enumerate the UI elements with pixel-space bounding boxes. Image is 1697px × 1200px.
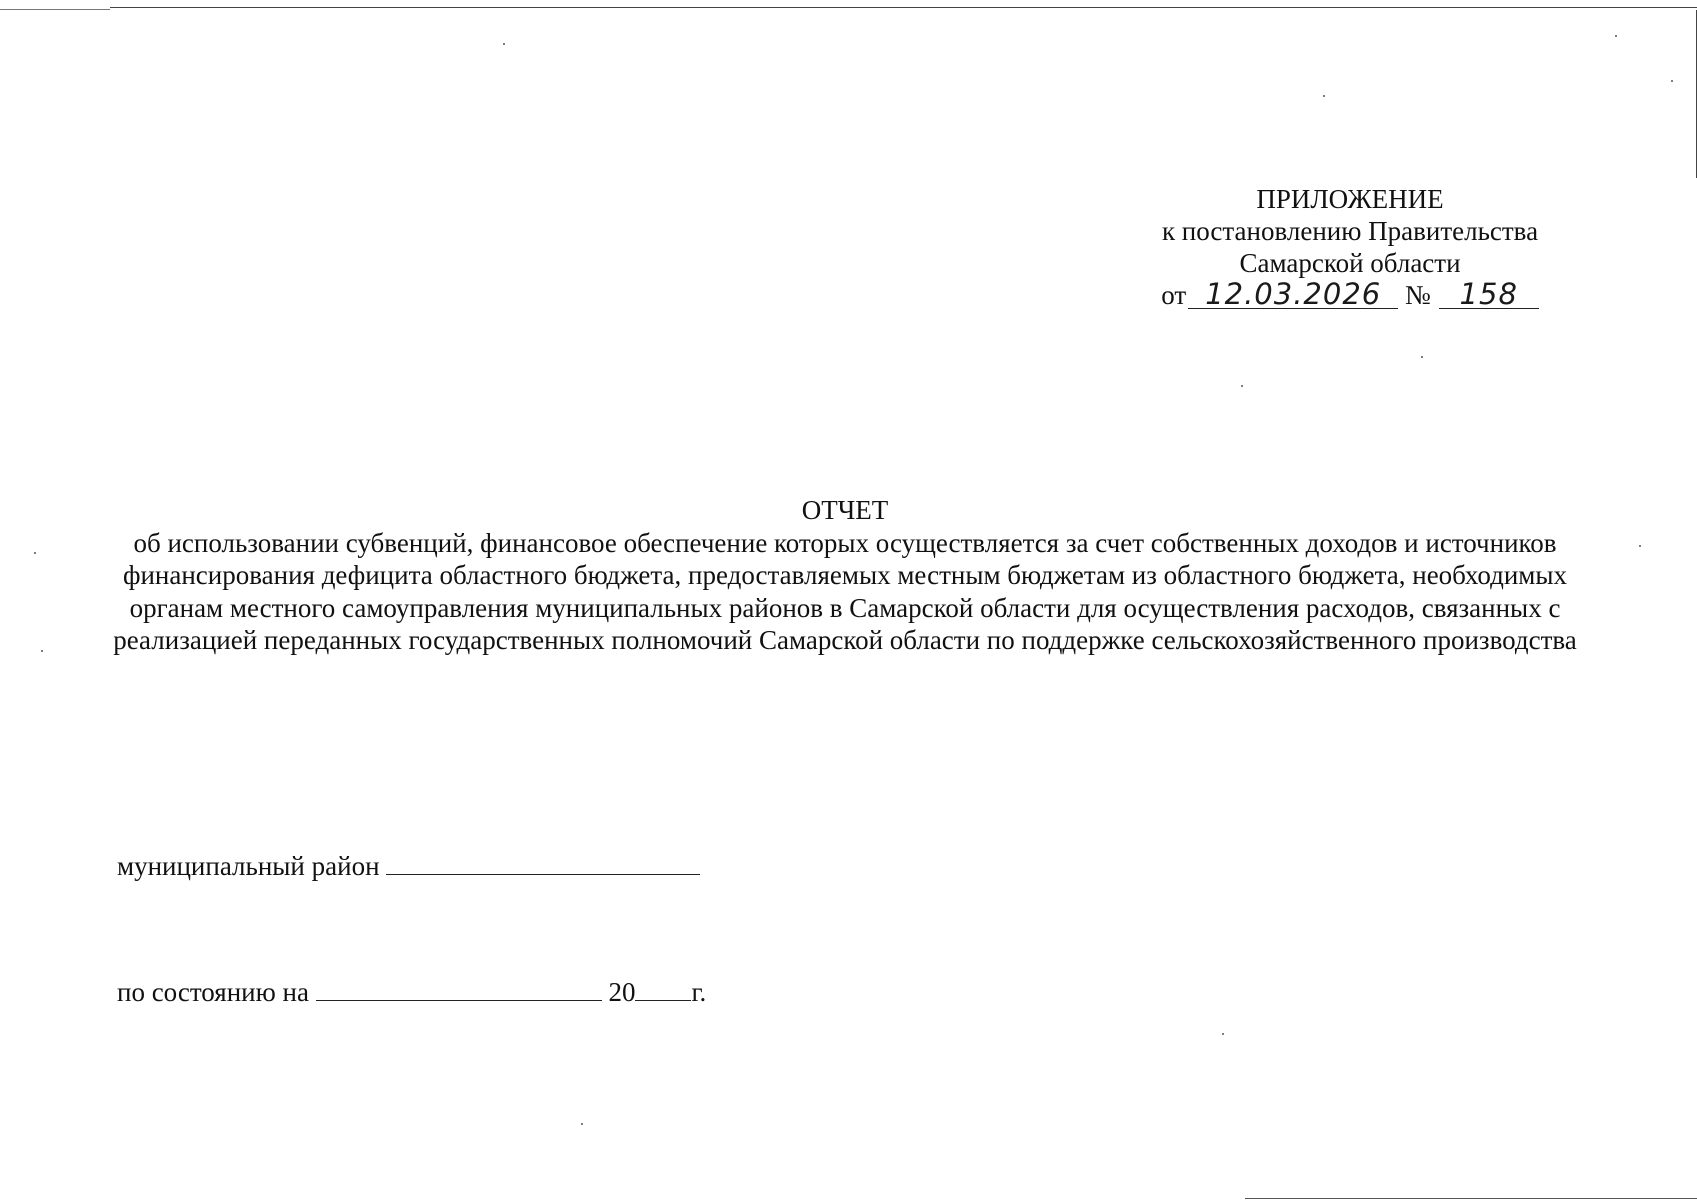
as-of-date-field <box>117 976 706 1008</box>
appendix-block <box>1100 183 1600 311</box>
scan-speck <box>41 650 43 652</box>
scan-speck <box>581 1123 583 1125</box>
year-blank-line[interactable] <box>635 976 691 1001</box>
year-suffix: г. <box>691 977 707 1007</box>
scan-speck <box>503 43 505 45</box>
as-of-date-blank-line[interactable] <box>316 976 602 1001</box>
scan-speck <box>1639 545 1641 547</box>
scan-speck <box>1615 35 1617 37</box>
scan-speck <box>34 552 36 554</box>
handwritten-date: 12.03.2026 <box>1188 280 1398 309</box>
scan-speck <box>1671 80 1673 82</box>
handwritten-number: 158 <box>1439 280 1539 309</box>
date-prefix: от <box>1161 280 1187 310</box>
scan-edge-bottom <box>1245 1198 1697 1199</box>
report-title: ОТЧЕТ <box>801 495 889 525</box>
appendix-line-2: Самарской области <box>1239 248 1461 278</box>
district-field <box>117 850 700 882</box>
scan-edge-top-left <box>0 9 110 10</box>
district-blank-line[interactable] <box>386 850 700 875</box>
scan-speck <box>1421 356 1423 358</box>
number-prefix: № <box>1404 280 1431 310</box>
scan-speck <box>1241 385 1243 387</box>
report-block <box>110 494 1580 657</box>
scan-speck <box>1222 1033 1224 1035</box>
report-subtitle: об использовании субвенций, финансовое обеспечение которых осуществляется за счет собственных доходов и источников финансирования дефицита областного бюджета, предоставляемых местным бюджетам из областного бюджета, необходимых органам местного самоуправления муниципальных районов в Самарской области для осуществления расходов, связанных с реализацией переданных государственных полномочий Самарской области по поддержке сельскохозяйственного производства <box>113 527 1577 655</box>
scan-speck <box>1323 95 1325 97</box>
district-label: муниципальный район <box>117 851 380 881</box>
appendix-line-1: к постановлению Правительства <box>1161 216 1539 246</box>
appendix-heading: ПРИЛОЖЕНИЕ <box>1256 184 1444 214</box>
as-of-label: по состоянию на <box>117 977 309 1007</box>
appendix-date-line <box>1100 279 1600 311</box>
scan-edge-top <box>110 7 1697 8</box>
year-prefix: 20 <box>608 977 636 1007</box>
